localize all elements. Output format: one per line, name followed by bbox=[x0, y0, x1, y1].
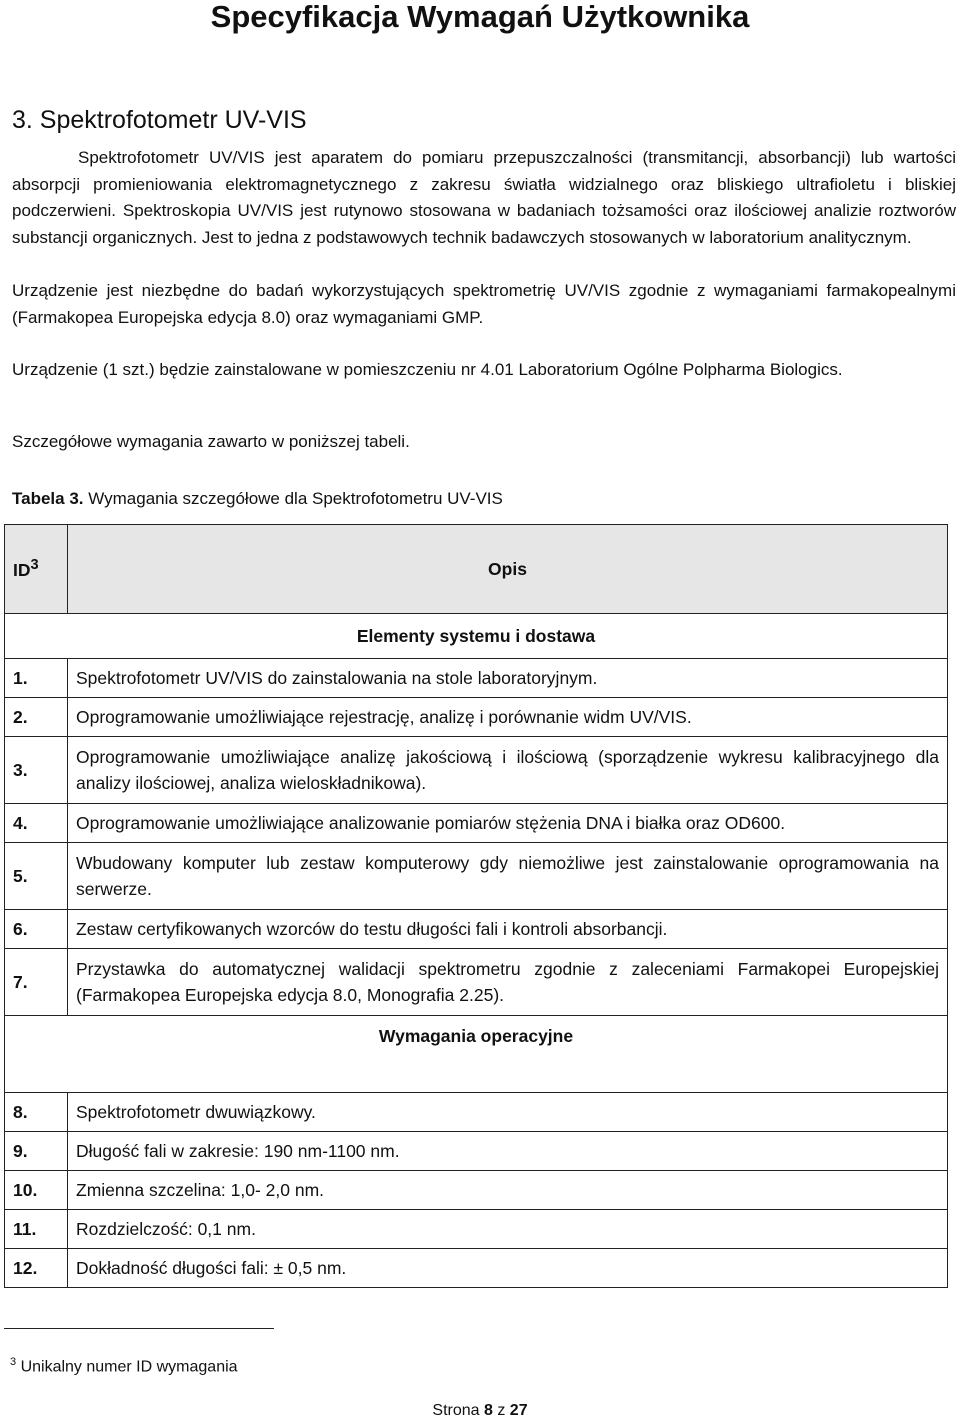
footnote-separator bbox=[4, 1328, 274, 1329]
row-id: 2. bbox=[5, 698, 68, 737]
row-description: Spektrofotometr dwuwiązkowy. bbox=[68, 1093, 948, 1132]
row-id: 10. bbox=[5, 1171, 68, 1210]
row-id: 4. bbox=[5, 804, 68, 843]
row-id: 9. bbox=[5, 1132, 68, 1171]
footnote-mark: 3 bbox=[10, 1356, 17, 1368]
table-row bbox=[5, 843, 948, 910]
row-description: Dokładność długości fali: ± 0,5 nm. bbox=[68, 1249, 948, 1288]
table-row bbox=[5, 949, 948, 1016]
page-separator: z bbox=[492, 1402, 510, 1419]
row-description: Zmienna szczelina: 1,0- 2,0 nm. bbox=[68, 1171, 948, 1210]
row-id: 12. bbox=[5, 1249, 68, 1288]
page-total: 27 bbox=[509, 1402, 528, 1419]
document-header bbox=[0, 0, 960, 34]
row-description: Spektrofotometr UV/VIS do zainstalowania na stole laboratoryjnym. bbox=[68, 659, 948, 698]
page-prefix: Strona bbox=[432, 1402, 484, 1419]
table-row bbox=[5, 1210, 948, 1249]
section-heading-operational: Wymagania operacyjne bbox=[5, 1016, 948, 1093]
requirements-table bbox=[4, 524, 948, 1288]
row-id: 3. bbox=[5, 737, 68, 804]
header-opis-cell: Opis bbox=[68, 525, 948, 614]
row-id: 6. bbox=[5, 910, 68, 949]
row-id: 11. bbox=[5, 1210, 68, 1249]
row-description: Przystawka do automatycznej walidacji spektrometru zgodnie z zaleceniami Farmakopei Europejskiej (Farmakopea Europejska edycja 8.0, Monografia 2.25). bbox=[68, 949, 948, 1016]
footnote bbox=[10, 1356, 238, 1376]
table-row bbox=[5, 1171, 948, 1210]
row-id: 5. bbox=[5, 843, 68, 910]
row-id: 7. bbox=[5, 949, 68, 1016]
row-description: Zestaw certyfikowanych wzorców do testu długości fali i kontroli absorbancji. bbox=[68, 910, 948, 949]
section-heading-system: Elementy systemu i dostawa bbox=[5, 614, 948, 659]
header-id-footnote-mark: 3 bbox=[30, 557, 39, 574]
footnote-text: Unikalny numer ID wymagania bbox=[16, 1358, 238, 1376]
table-row bbox=[5, 1093, 948, 1132]
table-row bbox=[5, 659, 948, 698]
row-description: Oprogramowanie umożliwiające analizę jakościową i ilościową (sporządzenie wykresu kalibracyjnego dla analizy ilościowej, analiza wieloskładnikowa). bbox=[68, 737, 948, 804]
row-description: Rozdzielczość: 0,1 nm. bbox=[68, 1210, 948, 1249]
header-id: ID bbox=[13, 559, 31, 580]
table-caption-label: Tabela 3. bbox=[12, 489, 84, 508]
table-header-row bbox=[5, 525, 948, 614]
intro-paragraph: Spektrofotometr UV/VIS jest aparatem do pomiaru przepuszczalności (transmitancji, absorbancji) lub wartości absorpcji promieniowania elektromagnetycznego z zakresu światła widzialnego oraz bliskiego ultrafioletu i bliskiej podczerwieni. Spektroskopia UV/VIS jest rutynowo stosowana w badaniach tożsamości oraz ilościowej analizie roztworów substancji organicznych. Jest to jedna z podstawowych technik badawczych stosowanych w laboratorium analitycznym. bbox=[12, 148, 956, 247]
row-description: Wbudowany komputer lub zestaw komputerowy gdy niemożliwe jest zainstalowanie oprogramowania na serwerze. bbox=[68, 843, 948, 910]
row-id: 1. bbox=[5, 659, 68, 698]
section-row-system bbox=[5, 614, 948, 659]
page-number bbox=[0, 1402, 960, 1420]
table-caption-text: Wymagania szczegółowe dla Spektrofotometru UV-VIS bbox=[83, 489, 503, 508]
section-title: 3. Spektrofotometr UV-VIS bbox=[12, 106, 307, 134]
table-row bbox=[5, 910, 948, 949]
installation-paragraph: Urządzenie (1 szt.) będzie zainstalowane w pomieszczeniu nr 4.01 Laboratorium Ogólne Polpharma Biologics. bbox=[12, 360, 843, 379]
table-row bbox=[5, 1132, 948, 1171]
table-row bbox=[5, 698, 948, 737]
document-title: Specyfikacja Wymagań Użytkownika bbox=[210, 0, 750, 34]
table-caption bbox=[12, 489, 503, 509]
page-current: 8 bbox=[484, 1402, 493, 1419]
table-row bbox=[5, 737, 948, 804]
row-id: 8. bbox=[5, 1093, 68, 1132]
details-paragraph: Szczegółowe wymagania zawarto w poniższej tabeli. bbox=[12, 432, 410, 451]
header-id-cell bbox=[5, 525, 68, 614]
row-description: Oprogramowanie umożliwiające analizowanie pomiarów stężenia DNA i białka oraz OD600. bbox=[68, 804, 948, 843]
table-row bbox=[5, 1249, 948, 1288]
table-row bbox=[5, 804, 948, 843]
section-row-operational bbox=[5, 1016, 948, 1093]
row-description: Oprogramowanie umożliwiające rejestrację, analizę i porównanie widm UV/VIS. bbox=[68, 698, 948, 737]
requirements-paragraph: Urządzenie jest niezbędne do badań wykorzystujących spektrometrię UV/VIS zgodnie z wymaganiami farmakopealnymi (Farmakopea Europejska edycja 8.0) oraz wymaganiami GMP. bbox=[12, 281, 956, 327]
row-description: Długość fali w zakresie: 190 nm-1100 nm. bbox=[68, 1132, 948, 1171]
